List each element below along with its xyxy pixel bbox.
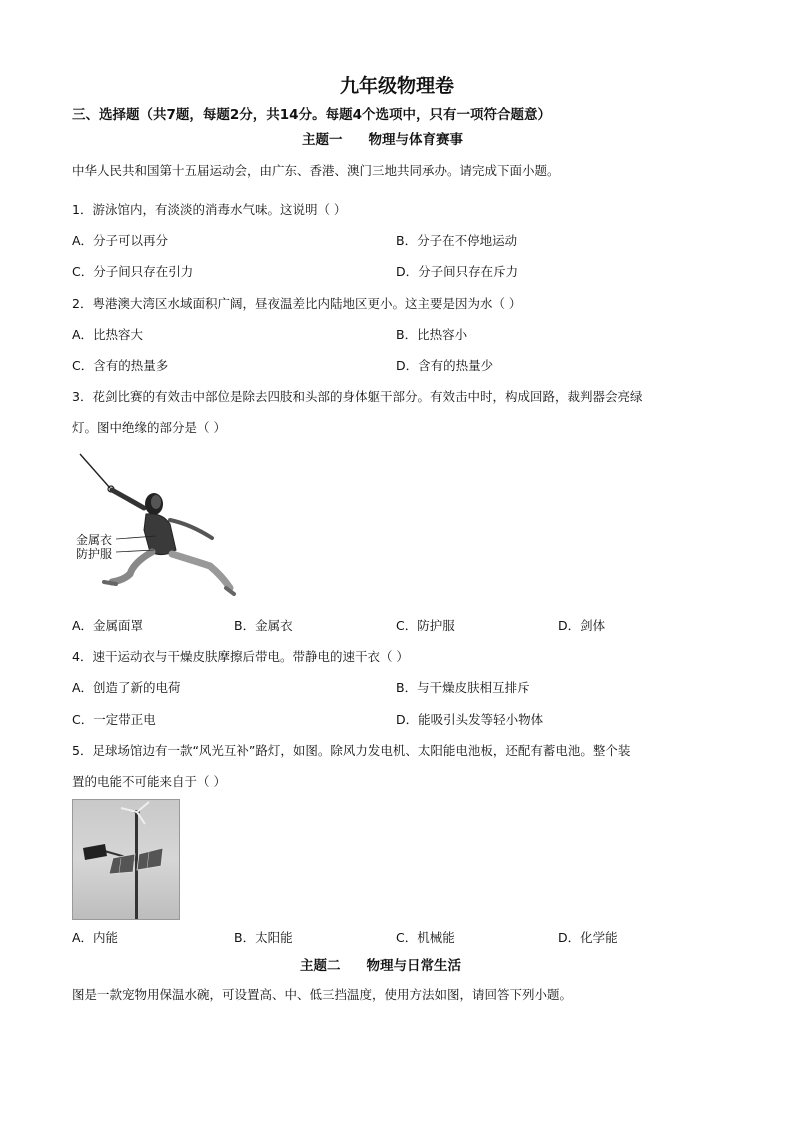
question-4-option-c: C．一定带正电 [72, 712, 156, 727]
question-3-stem-line-2: 灯。图中绝缘的部分是（ ） [72, 420, 226, 435]
theme-two-intro: 图是一款宠物用保温水碗，可设置高、中、低三挡温度，使用方法如图，请回答下列小题。 [72, 987, 573, 1002]
theme-two-label: 主题二 [300, 958, 341, 974]
question-4-option-d: D．能吸引头发等轻小物体 [396, 712, 544, 727]
street-light-drawing [73, 800, 179, 919]
question-2-option-a: A．比热容大 [72, 327, 144, 342]
fencer-front-arm [112, 490, 144, 508]
turbine-blade-2 [137, 802, 149, 812]
figure-label-protective-suit: 防护服 [76, 547, 113, 561]
question-5-stem-line-1: 5．足球场馆边有一款“风光互补”路灯，如图。除风力发电机、太阳能电池板，还配有蓄电池。整个装 [72, 743, 631, 758]
question-1-option-c: C．分子间只存在引力 [72, 264, 194, 279]
theme-one-intro: 中华人民共和国第十五届运动会，由广东、香港、澳门三地共同承办。请完成下面小题。 [72, 163, 560, 178]
question-3-option-b: B．金属衣 [234, 618, 293, 633]
question-3-stem-line-1: 3．花剑比赛的有效击中部位是除去四肢和头部的身体躯干部分。有效击中时，构成回路，裁判器会亮绿 [72, 389, 643, 404]
theme-one-name: 物理与体育赛事 [368, 132, 463, 148]
question-2-option-c: C．含有的热量多 [72, 358, 169, 373]
question-2-stem: 2．粤港澳大湾区水域面积广阔，昼夜温差比内陆地区更小。这主要是因为水（ ） [72, 296, 522, 311]
street-light-photo [72, 799, 180, 920]
fencer-figure [72, 450, 242, 600]
question-4-option-a: A．创造了新的电荷 [72, 680, 181, 695]
solar-panel-right [137, 848, 163, 870]
question-5-option-a: A．内能 [72, 930, 119, 945]
sword-blade [80, 454, 110, 488]
theme-one-heading [302, 132, 463, 148]
question-4-stem: 4．速干运动衣与干燥皮肤摩擦后带电。带静电的速干衣（ ） [72, 649, 409, 664]
page-title: 九年级物理卷 [339, 75, 454, 97]
question-1-option-d: D．分子间只存在斥力 [396, 264, 519, 279]
fencer-front-leg [112, 552, 152, 582]
section-heading: 三、选择题（共7题，每题2分，共14分。每题4个选项中，只有一项符合题意） [72, 107, 551, 123]
theme-one-label: 主题一 [302, 132, 343, 148]
question-1-option-b: B．分子在不停地运动 [396, 233, 518, 248]
solar-panel-left [109, 854, 135, 874]
question-3-option-a: A．金属面罩 [72, 618, 144, 633]
fencer-back-leg [172, 554, 230, 588]
question-2-option-d: D．含有的热量少 [396, 358, 494, 373]
question-5-option-d: D．化学能 [558, 930, 618, 945]
fencer-back-arm [170, 520, 212, 538]
figure-label-metal-jacket: 金属衣 [76, 533, 113, 547]
fencer-front-shoe [104, 582, 116, 584]
question-5-stem-line-2: 置的电能不可能来自于（ ） [72, 774, 226, 789]
question-5-option-b: B．太阳能 [234, 930, 293, 945]
question-3-option-d: D．剑体 [558, 618, 606, 633]
question-2-option-b: B．比热容小 [396, 327, 468, 342]
theme-two-name: 物理与日常生活 [366, 958, 461, 974]
question-1-option-a: A．分子可以再分 [72, 233, 169, 248]
question-4-option-b: B．与干燥皮肤相互排斥 [396, 680, 530, 695]
question-1-stem: 1．游泳馆内，有淡淡的消毒水气味。这说明（ ） [72, 202, 347, 217]
turbine-blade-1 [121, 808, 137, 812]
fencer-mask-mesh [151, 495, 161, 509]
lamp-head [83, 844, 107, 860]
turbine-blade-3 [137, 812, 145, 824]
theme-two-heading [300, 958, 461, 974]
question-5-option-c: C．机械能 [396, 930, 455, 945]
question-3-option-c: C．防护服 [396, 618, 455, 633]
